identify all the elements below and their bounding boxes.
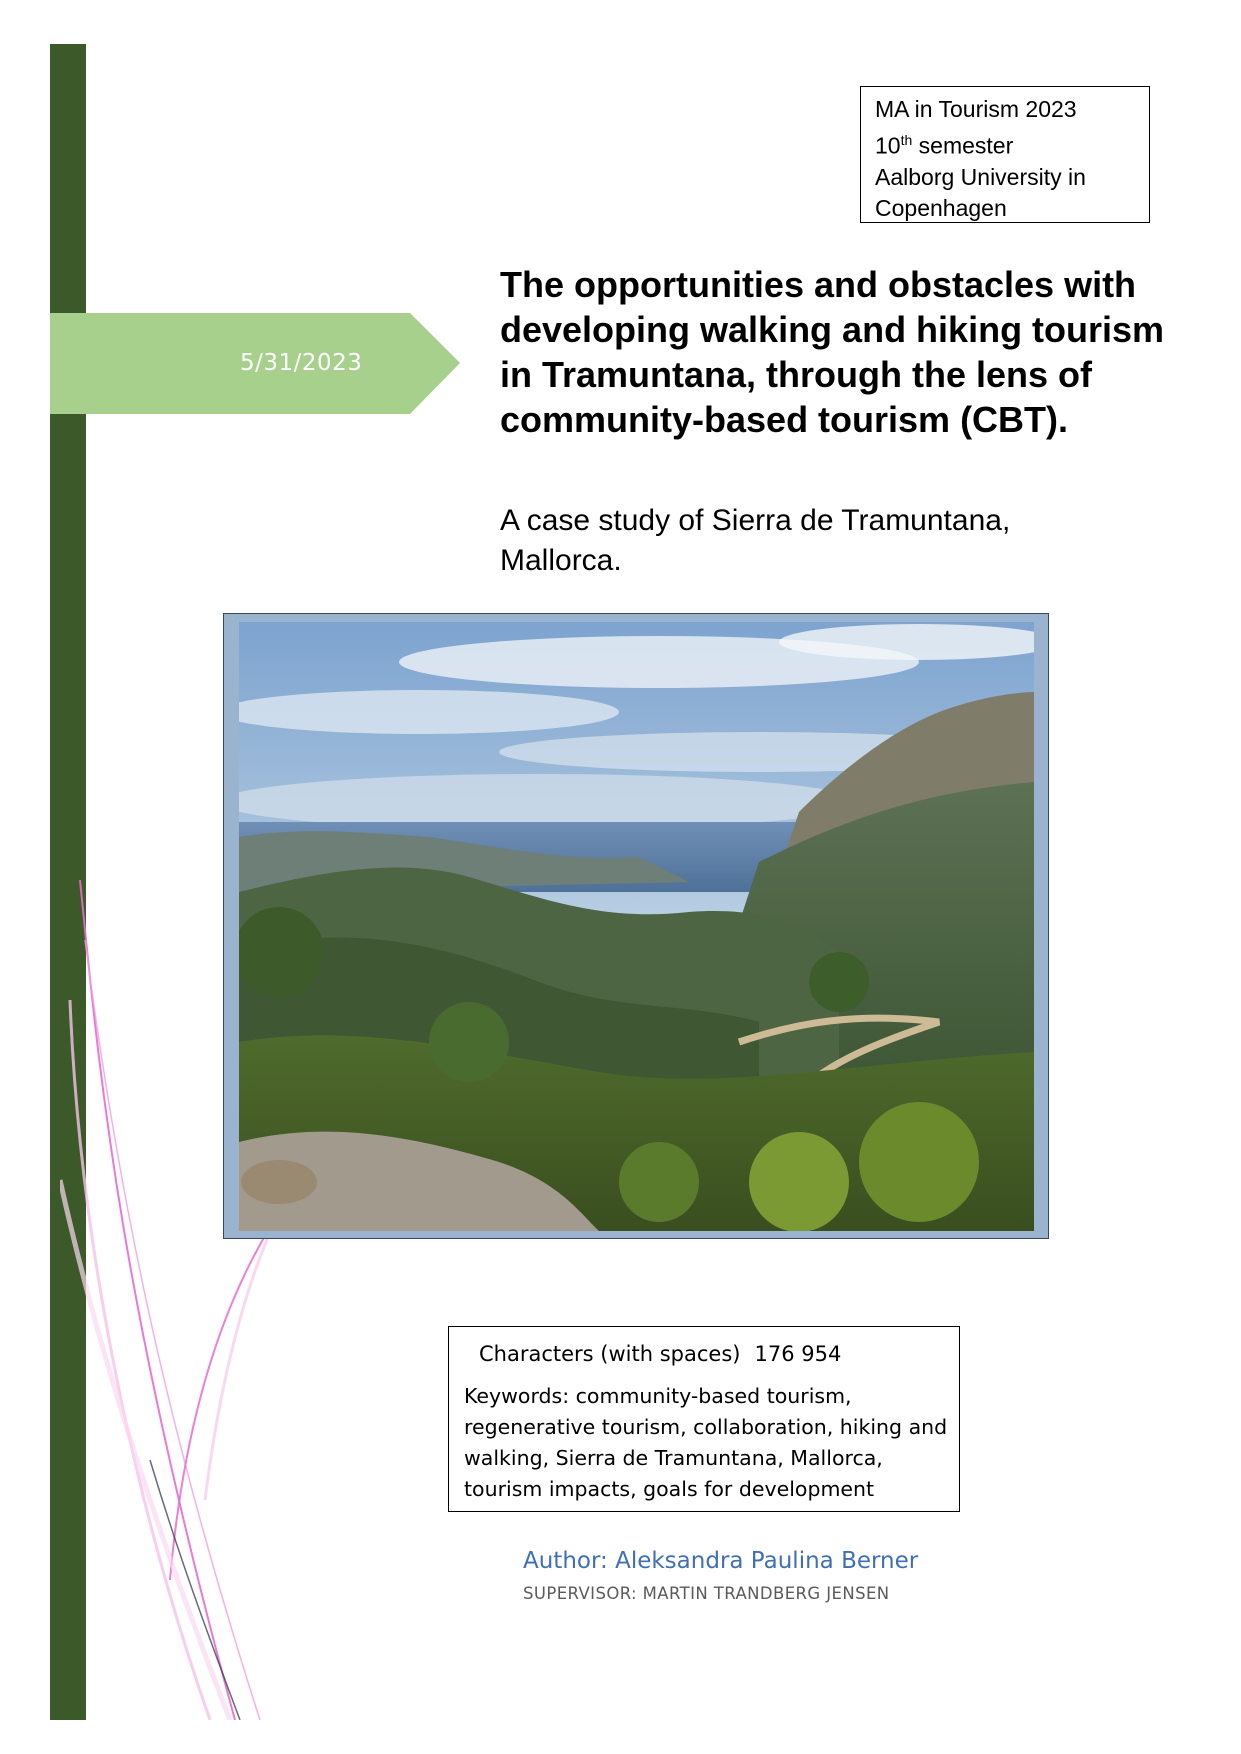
character-count [479, 1342, 841, 1366]
document-subtitle [500, 501, 1120, 581]
semester-suffix: th [900, 132, 913, 148]
subtitle-line: Mallorca. [500, 544, 622, 577]
semester-text: semester [912, 132, 1014, 159]
semester-line [875, 125, 1137, 162]
campus-line: Copenhagen [875, 194, 1007, 221]
university-line: Aalborg University in [875, 163, 1086, 190]
program-line: MA in Tourism 2023 [875, 96, 1077, 122]
semester-number: 10 [875, 132, 901, 159]
photo-frame [223, 613, 1049, 1239]
characters-value: 176 954 [754, 1342, 842, 1366]
keywords-text: Keywords: community-based tourism, regenerative tourism, collaboration, hiking and walking, Sierra de Tramuntana, Mallorca, tourism impacts, goals for development [464, 1384, 948, 1501]
program-info-box [860, 86, 1150, 223]
mountain-landscape-photo [239, 622, 1034, 1231]
info-box [448, 1326, 960, 1512]
characters-label: Characters (with spaces) [479, 1342, 741, 1366]
date-label: 5/31/2023 [240, 350, 363, 376]
supervisor-name: SUPERVISOR: MARTIN TRANDBERG JENSEN [523, 1584, 890, 1603]
document-title: The opportunities and obstacles with developing walking and hiking tourism in Tramuntana, through the lens of community-based tourism (CBT). [500, 264, 1165, 440]
subtitle-line: A case study of Sierra de Tramuntana, [500, 504, 1011, 537]
author-name: Author: Aleksandra Paulina Berner [523, 1548, 919, 1574]
